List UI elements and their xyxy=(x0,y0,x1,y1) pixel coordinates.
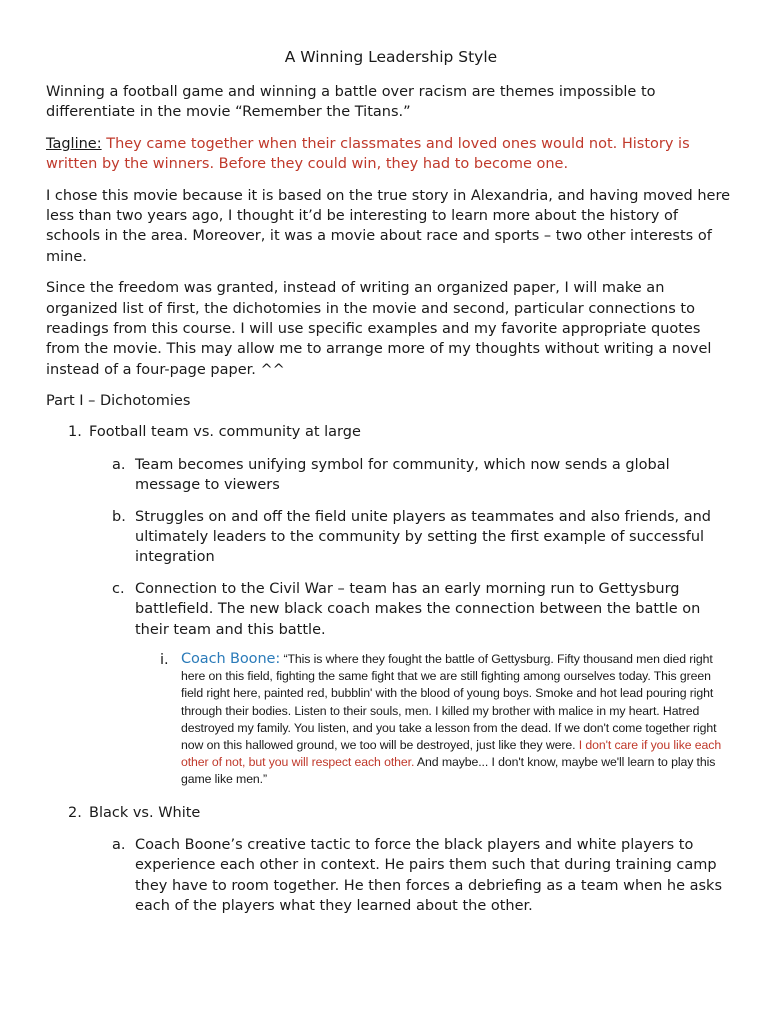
list-roman: i. xyxy=(160,651,169,668)
list-item-1 xyxy=(46,422,736,442)
list-item-text: Team becomes unifying symbol for community, which now sends a global message to viewers xyxy=(135,456,670,494)
format-paragraph: Since the freedom was granted, instead of writing an organized paper, I will make an organized list of first, the dichotomies in the movie and second, particular connections to readings from this course. I will use specific examples and my favorite appropriate quotes from the movie. This may allow me to arrange more of my thoughts without writing a novel instead of a four-page paper. ^^ xyxy=(46,280,712,378)
quote-speaker: Coach Boone: xyxy=(181,650,281,667)
list-letter: c. xyxy=(112,580,125,597)
reason-paragraph: I chose this movie because it is based on the true story in Alexandria, and having moved here less than two years ago, I thought it’d be interesting to learn more about the history of schools in the area. Moreover, it was a movie about race and sports – two other interests of mine. xyxy=(46,187,731,265)
list-item-1b xyxy=(46,507,736,568)
quote-item xyxy=(46,651,736,789)
list-number: 1. xyxy=(68,424,82,441)
list-item-text: Black vs. White xyxy=(89,804,201,821)
document-page xyxy=(46,46,736,928)
list-item-1a xyxy=(46,455,736,496)
tagline-text: They came together when their classmates and loved ones would not. History is written by the winners. Before they could win, they had to become one. xyxy=(46,135,690,173)
quote-block xyxy=(181,651,736,789)
list-item-text: Football team vs. community at large xyxy=(89,424,361,441)
list-item-1c xyxy=(46,579,736,640)
tagline-label: Tagline: xyxy=(46,135,102,152)
list-item-2a xyxy=(46,835,736,917)
list-letter: b. xyxy=(112,508,126,525)
list-item-text: Coach Boone’s creative tactic to force the black players and white players to experience each other in context. He pairs them such that during training camp they have to room together. He then forces a debriefing as a team when he asks each of the players what they learned about the other. xyxy=(135,836,723,915)
list-item-text: Struggles on and off the field unite players as teammates and also friends, and ultimately leaders to the community by setting the first example of successful integration xyxy=(135,508,712,566)
quote-highlight: I don't care if you like each other of not, but you will respect each other. xyxy=(181,737,722,770)
list-number: 2. xyxy=(68,804,82,821)
quote-text-1: “This is where they fought the battle of Gettysburg. Fifty thousand men died right here on this field, fighting the same fight that we are still fighting among ourselves today. This green field right here, painted red, bubblin' with the blood of young boys. Smoke and hot lead pouring right through their bodies. Listen to their souls, men. I killed my brother with malice in my heart. Hatred destroyed my family. You listen, and you take a lesson from the dead. If we don't come together right now on this hallowed ground, we too will be destroyed, just like they were. xyxy=(181,651,717,752)
part-heading: Part I – Dichotomies xyxy=(46,393,191,410)
intro-paragraph: Winning a football game and winning a battle over racism are themes impossible to differentiate in the movie “Remember the Titans.” xyxy=(46,84,656,121)
list-item-text: Connection to the Civil War – team has an early morning run to Gettysburg battlefield. The new black coach makes the connection between the battle on their team and this battle. xyxy=(135,580,701,638)
list-letter: a. xyxy=(112,456,126,473)
quote-text-2: And maybe... I don't know, maybe we'll learn to play this game like men.” xyxy=(181,755,716,787)
list-letter: a. xyxy=(112,836,126,853)
document-title: A Winning Leadership Style xyxy=(284,48,498,66)
tagline-paragraph xyxy=(46,134,736,175)
list-item-2 xyxy=(46,803,736,823)
